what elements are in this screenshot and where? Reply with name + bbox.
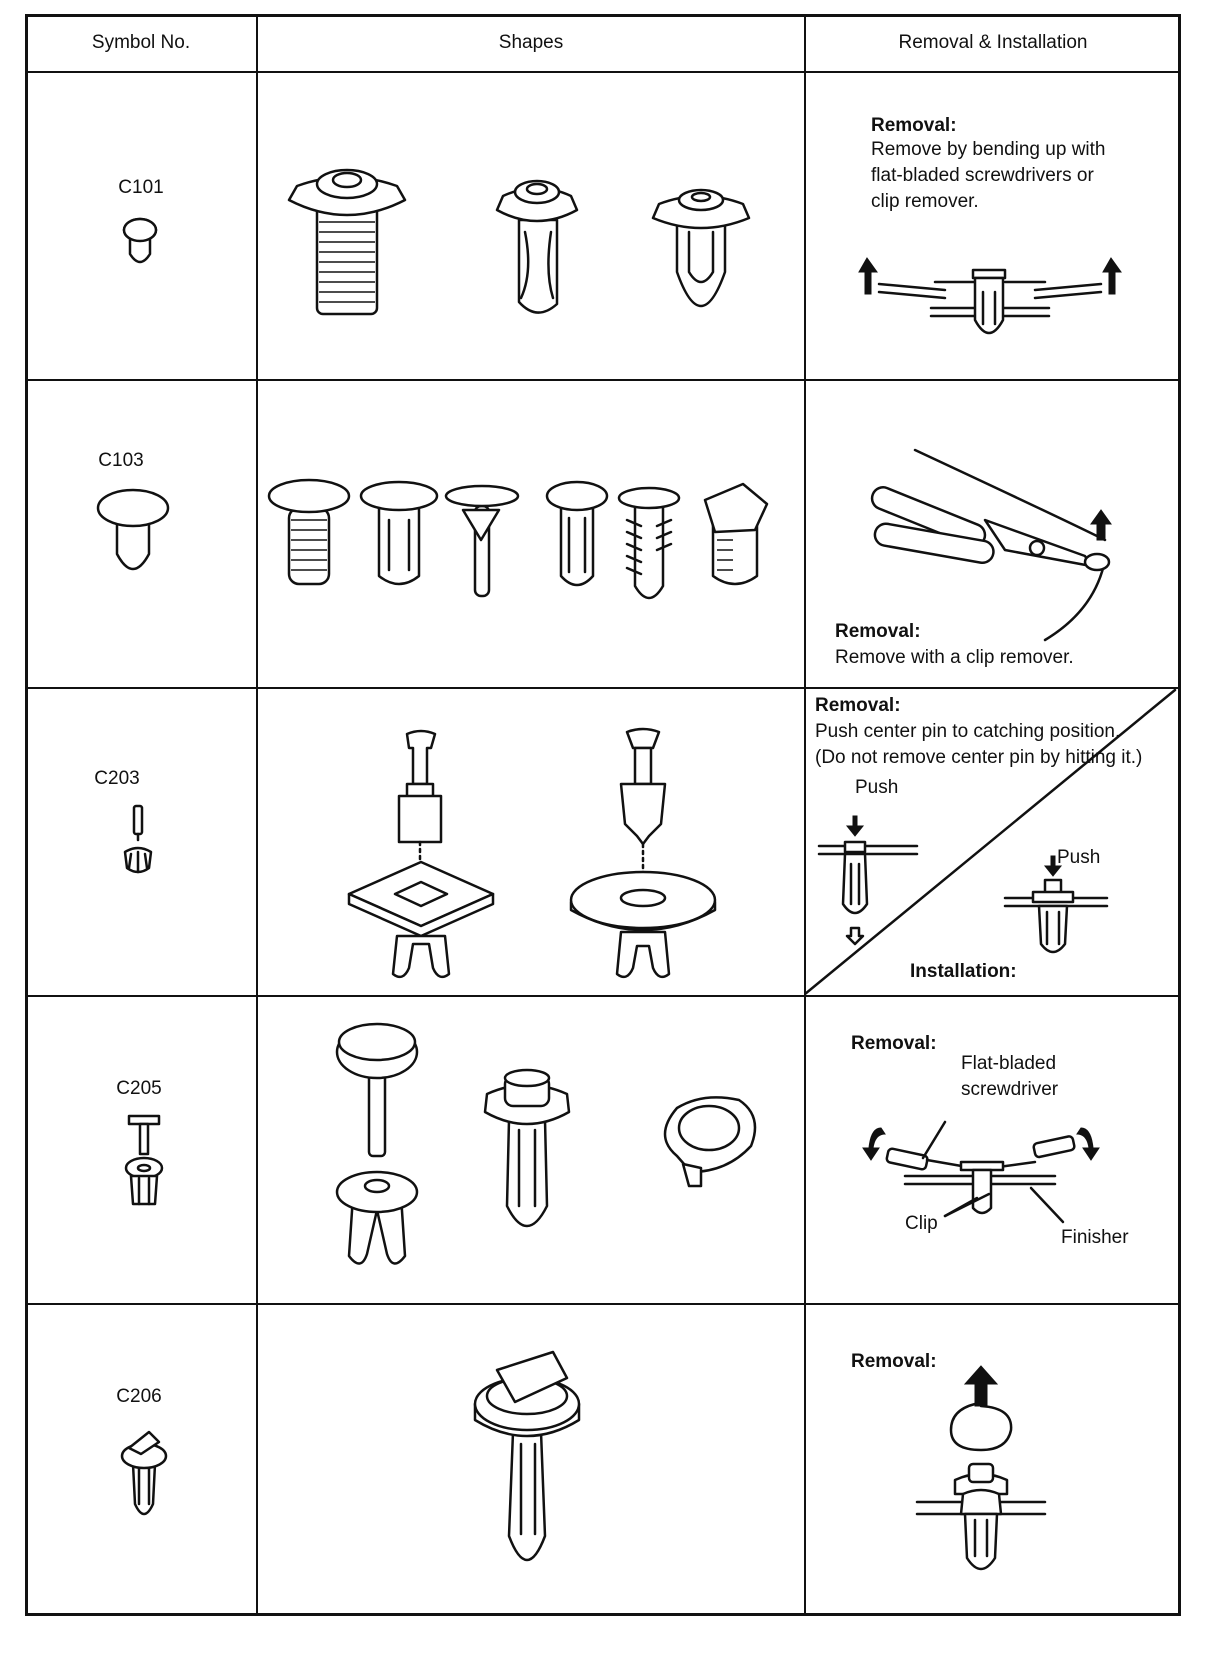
c206-removal-diagram (805, 1344, 1181, 1594)
c103-removal-label: Removal: (835, 621, 921, 642)
c206-symbol-icon (115, 1424, 175, 1534)
c205-symbol-icon (115, 1114, 175, 1214)
c101-removal-line-1: Remove by bending up with (871, 139, 1106, 160)
c101-removal-label: Removal: (871, 115, 957, 136)
c203-symbol-icon (115, 804, 165, 884)
c205-shapes-drawing (257, 996, 805, 1304)
symbol-c206: C206 (116, 1386, 162, 1407)
c103-removal-line-1: Remove with a clip remover. (835, 647, 1074, 668)
c203-removal-line-2: (Do not remove center pin by hitting it.) (815, 747, 1143, 768)
header-removal-installation: Removal & Installation (898, 32, 1088, 53)
header-shapes: Shapes (498, 32, 564, 53)
symbol-c205: C205 (116, 1078, 162, 1099)
c101-removal-line-3: clip remover. (871, 191, 979, 212)
c101-removal-diagram (805, 234, 1181, 354)
symbol-c103: C103 (98, 450, 144, 471)
c206-shapes-drawing (257, 1304, 805, 1612)
c203-installation-label: Installation: (910, 961, 1017, 982)
c203-removal-line-1: Push center pin to catching position. (815, 721, 1121, 742)
c203-push-diagrams (805, 804, 1181, 984)
c203-shapes-drawing (257, 688, 805, 996)
c101-symbol-icon (105, 214, 175, 274)
c205-removal-diagram (805, 1104, 1181, 1234)
c205-callout-clip: Clip (905, 1213, 938, 1234)
c103-symbol-icon (95, 484, 185, 594)
clip-table (25, 14, 1181, 1616)
symbol-c203: C203 (94, 768, 140, 789)
c205-callout-tool-2: screwdriver (961, 1079, 1059, 1100)
c205-removal-label: Removal: (851, 1033, 937, 1054)
c103-shapes-drawing (257, 380, 805, 688)
c101-shapes-drawing (257, 72, 805, 380)
c203-push-label-1: Push (855, 777, 899, 798)
c203-removal-label: Removal: (815, 695, 901, 716)
c205-callout-tool-1: Flat-bladed (961, 1053, 1057, 1074)
symbol-c101: C101 (118, 177, 164, 198)
c206-removal-label: Removal: (851, 1351, 937, 1372)
header-symbol-no: Symbol No. (91, 32, 191, 53)
c203-push-label-2: Push (1057, 847, 1101, 868)
c101-removal-line-2: flat-bladed screwdrivers or (871, 165, 1094, 186)
c205-callout-finisher: Finisher (1061, 1227, 1129, 1248)
